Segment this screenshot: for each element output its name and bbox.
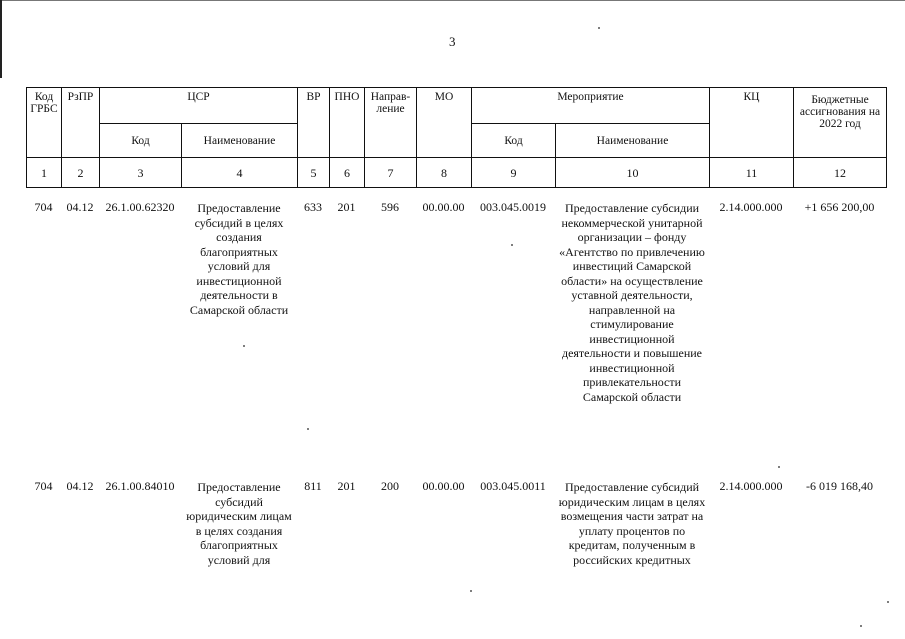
column-number: 8 — [417, 158, 472, 188]
scan-speck — [598, 27, 600, 29]
cell-amount: +1 656 200,00 — [804, 200, 875, 214]
cell-rzpr: 04.12 — [66, 200, 94, 214]
cell-csr-kod: 26.1.00.62320 — [105, 200, 175, 214]
cell-vr: 811 — [304, 479, 322, 493]
cell-pno: 201 — [337, 479, 356, 493]
header-vr: ВР — [298, 88, 330, 158]
column-number: 4 — [182, 158, 298, 188]
cell-mer-name: Предоставление субсидии некоммерческой унитарной организации – фонду «Агентство по привлечению инвестиций Самарской области» на осуществление уставной деятельности, направленной на стимулирование инвестиционной деятельности и повышение инвестиционной привлекательности Самарской области — [559, 201, 705, 404]
scan-edge-top — [0, 0, 905, 1]
cell-mo: 00.00.00 — [422, 479, 465, 493]
column-number: 11 — [710, 158, 794, 188]
header-csr: ЦСР — [100, 88, 298, 124]
cell-rzpr: 04.12 — [66, 479, 94, 493]
header-kc: КЦ — [710, 88, 794, 158]
column-number: 9 — [472, 158, 556, 188]
table-row — [26, 479, 886, 567]
page-number: 3 — [449, 34, 456, 49]
scan-speck — [243, 345, 245, 347]
header-table — [26, 87, 887, 188]
column-number: 1 — [27, 158, 62, 188]
scan-speck — [470, 590, 472, 592]
header-mo: МО — [417, 88, 472, 158]
column-number: 3 — [100, 158, 182, 188]
cell-amount: -6 019 168,40 — [806, 479, 873, 493]
header-pno: ПНО — [330, 88, 365, 158]
scan-speck — [887, 601, 889, 603]
cell-mer-kod: 003.045.0011 — [480, 479, 546, 493]
cell-csr-kod: 26.1.00.84010 — [105, 479, 175, 493]
scan-speck — [860, 625, 862, 627]
scan-speck — [778, 466, 780, 468]
cell-mer-kod: 003.045.0019 — [480, 200, 546, 214]
header-csr-kod: Код — [100, 124, 182, 158]
cell-grbs: 704 — [34, 479, 53, 493]
table-row — [26, 200, 886, 479]
header-napravlenie: Направ-ление — [365, 88, 417, 158]
scan-speck — [511, 244, 513, 246]
column-number: 12 — [794, 158, 887, 188]
header-rzpr: РзПР — [62, 88, 100, 158]
column-number: 2 — [62, 158, 100, 188]
cell-mer-name: Предоставление субсидий юридическим лицам в целях возмещения части затрат на уплату процентов по кредитам, полученным в российских кредитных — [558, 480, 706, 567]
scan-speck — [307, 428, 309, 430]
cell-csr-name: Предоставление субсидий в целях создания благоприятных условий для инвестиционной деятельности в Самарской области — [189, 201, 289, 317]
column-number: 10 — [556, 158, 710, 188]
cell-grbs: 704 — [34, 200, 53, 214]
column-number: 5 — [298, 158, 330, 188]
column-number: 7 — [365, 158, 417, 188]
header-mer-kod: Код — [472, 124, 556, 158]
cell-pno: 201 — [337, 200, 356, 214]
cell-kc: 2.14.000.000 — [719, 200, 783, 214]
header-csr-name: Наименование — [182, 124, 298, 158]
cell-napravlenie: 596 — [381, 200, 399, 214]
cell-kc: 2.14.000.000 — [719, 479, 783, 493]
header-mer-name: Наименование — [556, 124, 710, 158]
cell-vr: 633 — [304, 200, 322, 214]
cell-napravlenie: 200 — [381, 479, 399, 493]
header-budget: Бюджетные ассигнования на 2022 год — [794, 88, 887, 158]
header-kod-grbs: Код ГРБС — [27, 88, 62, 158]
cell-mo: 00.00.00 — [422, 200, 465, 214]
column-number: 6 — [330, 158, 365, 188]
data-table — [26, 200, 886, 567]
header-meropriyatie: Мероприятие — [472, 88, 710, 124]
cell-csr-name: Предоставление субсидий юридическим лицам в целях создания благоприятных условий для — [186, 480, 292, 567]
scan-edge-left — [0, 0, 2, 78]
